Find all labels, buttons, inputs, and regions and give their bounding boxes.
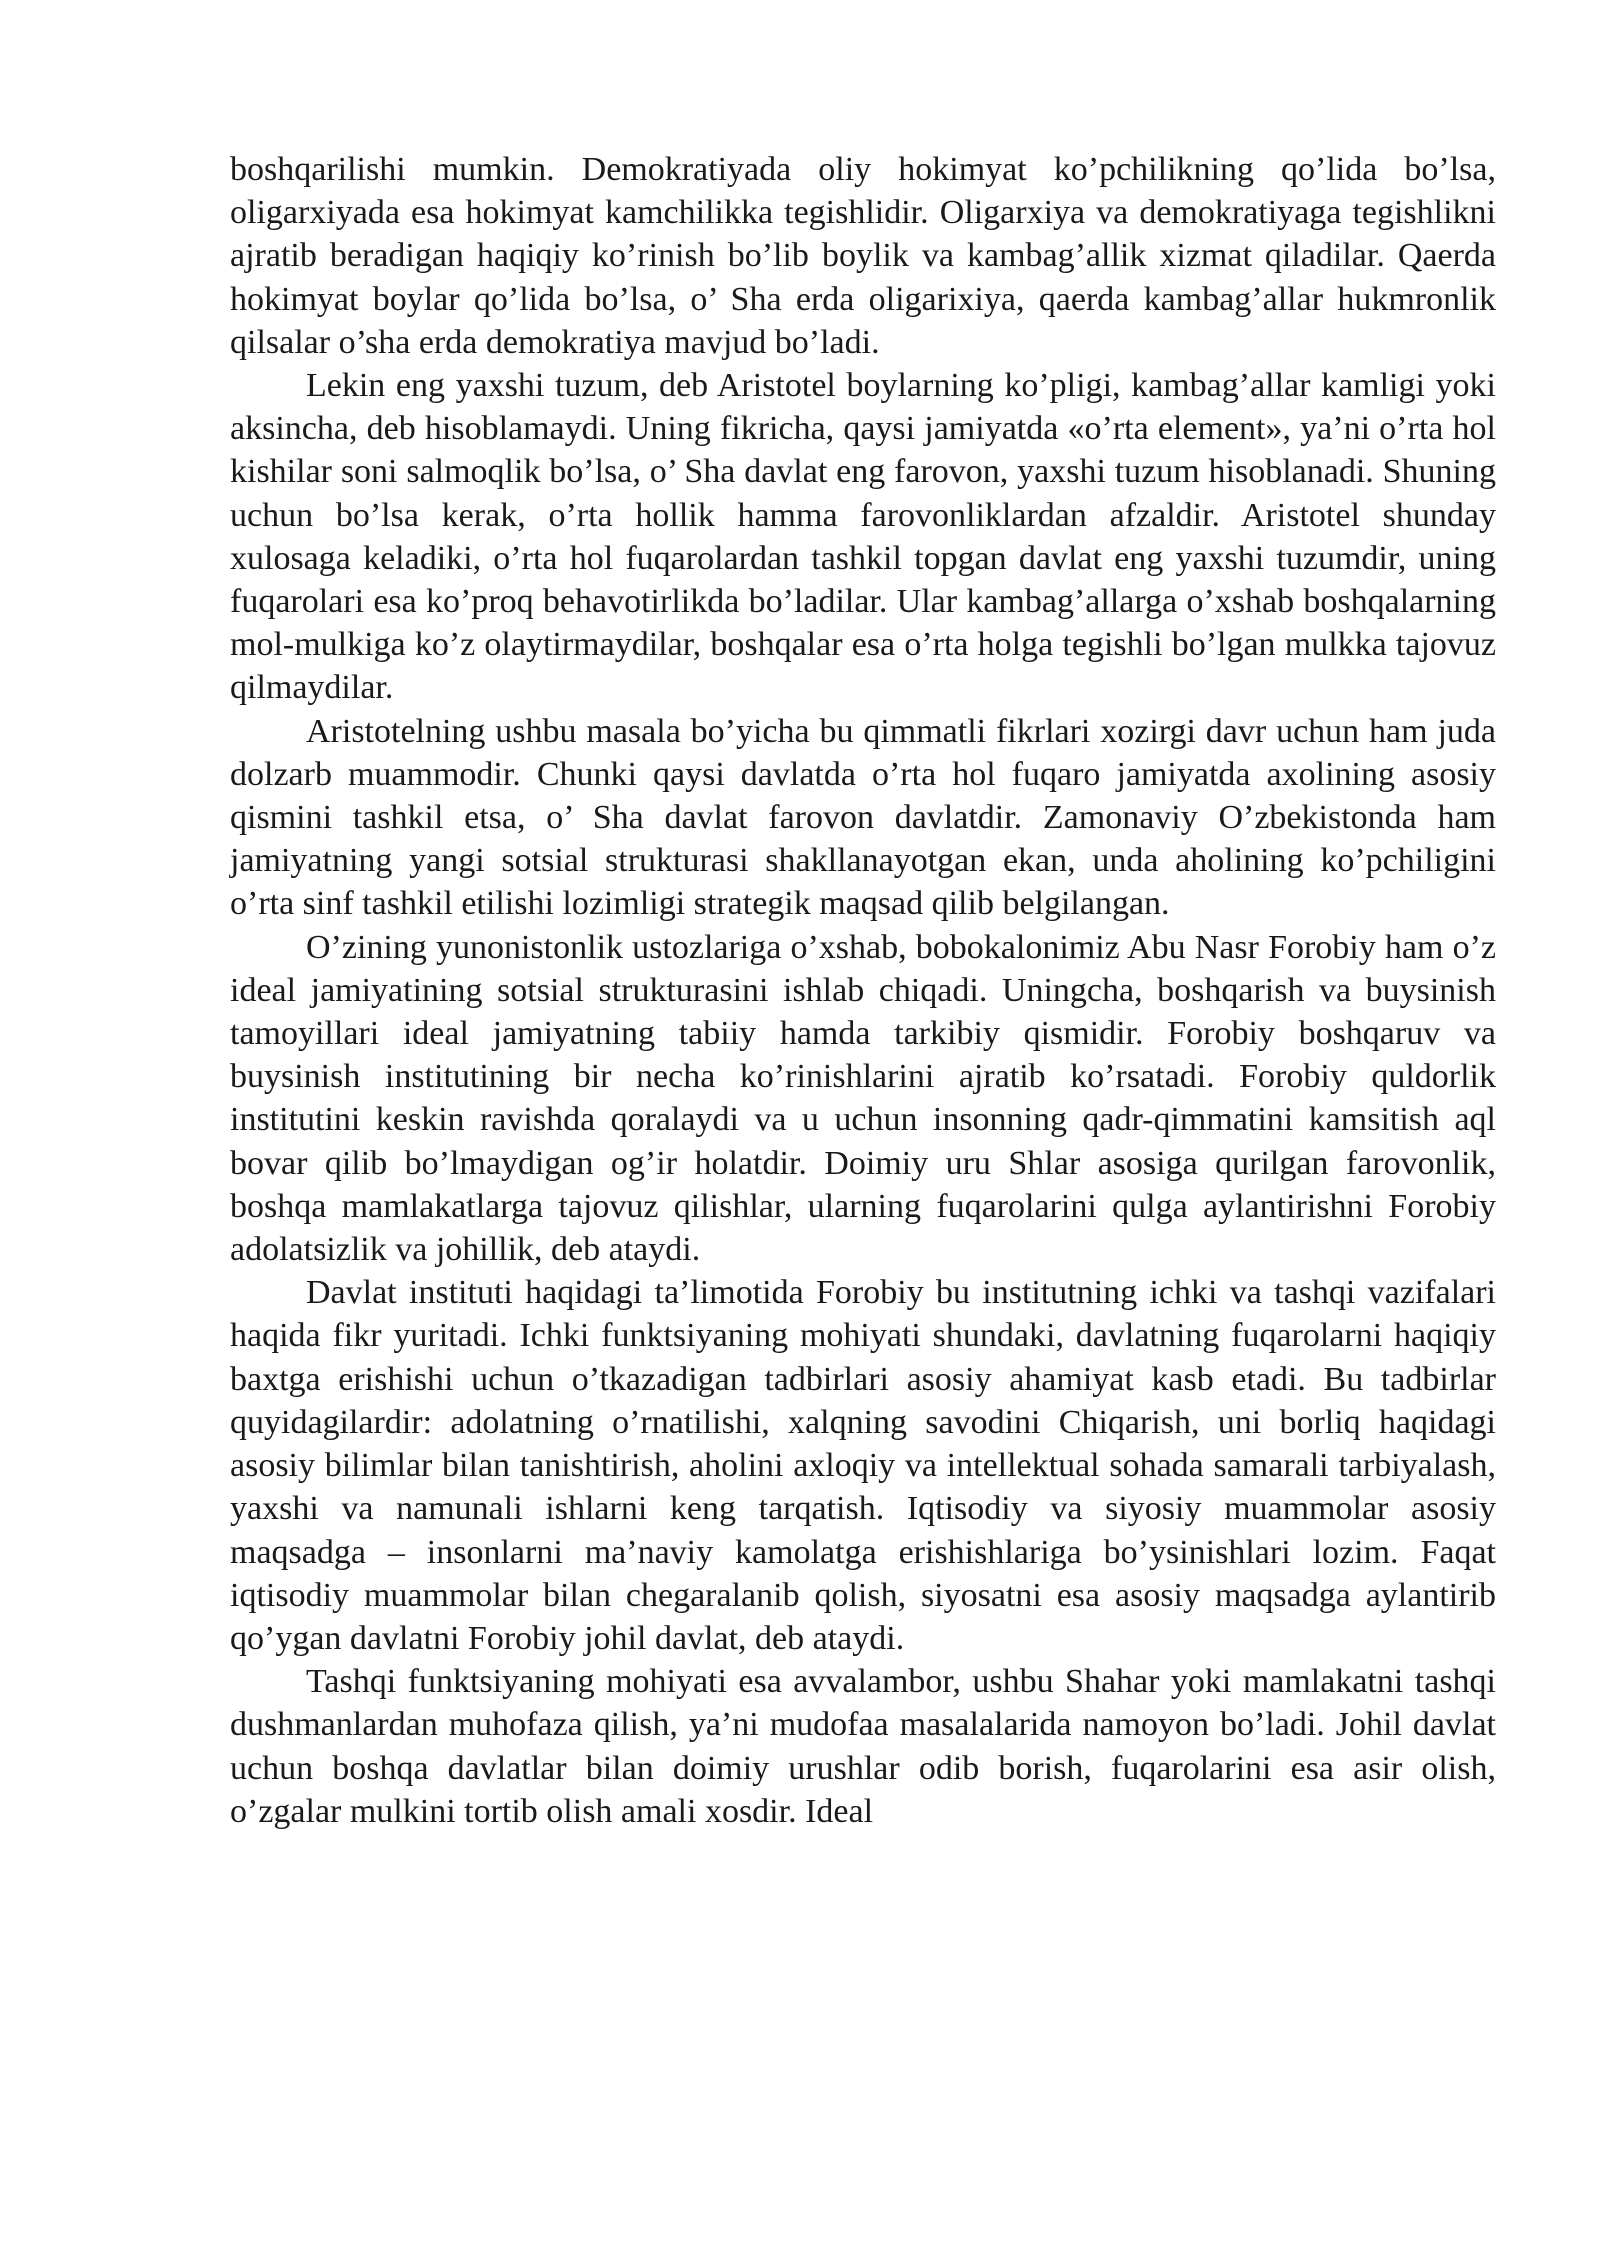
paragraph-2: Lekin eng yaxshi tuzum, deb Aristotel boylarning ko’pligi, kambag’allar kamligi yoki aksincha, deb hisoblamaydi. Uning fikricha, qaysi jamiyatda «o’rta element», ya’ni o’rta hol kishilar soni salmoqlik bo’lsa, o’ Sha davlat eng farovon, yaxshi tuzum hisoblanadi. Shuning uchun bo’lsa kerak, o’rta hollik hamma farovonliklardan afzaldir. Aristotel shunday xulosaga keladiki, o’rta hol fuqarolardan tashkil topgan davlat eng yaxshi tuzumdir, uning fuqarolari esa ko’proq behavotirlikda bo’ladilar. Ular kambag’allarga o’xshab boshqalarning mol-mulkiga ko’z olaytirmaydilar, boshqalar esa o’rta holga tegishli bo’lgan mulkka tajovuz qilmaydilar.	[230, 367, 1496, 707]
paragraph-5: Davlat instituti haqidagi ta’limotida Forobiy bu institutning ichki va tashqi vazifalari haqida fikr yuritadi. Ichki funktsiyaning mohiyati shundaki, davlatning fuqarolarni haqiqiy baxtga erishishi uchun o’tkazadigan tadbirlari asosiy ahamiyat kasb etadi. Bu tadbirlar quyidagilardir: adolatning o’rnatilishi, xalqning savodini Chiqarish, uni borliq haqidagi asosiy bilimlar bilan tanishtirish, aholini axloqiy va intellektual sohada samarali tarbiyalash, yaxshi va namunali ishlarni keng tarqatish. Iqtisodiy va siyosiy muammolar asosiy maqsadga – insonlarni ma’naviy kamolatga erishishlariga bo’ysinishlari lozim. Faqat iqtisodiy muammolar bilan chegaralanib qolish, siyosatni esa asosiy maqsadga aylantirib qo’ygan davlatni Forobiy johil davlat, deb ataydi.	[230, 1274, 1496, 1657]
paragraph-3: Aristotelning ushbu masala bo’yicha bu qimmatli fikrlari xozirgi davr uchun ham juda dolzarb muammodir. Chunki qaysi davlatda o’rta hol fuqaro jamiyatda axolining asosiy qismini tashkil etsa, o’ Sha davlat farovon davlatdir. Zamonaviy O’zbekistonda ham jamiyatning yangi sotsial strukturasi shakllanayotgan ekan, unda aholining ko’pchiligini o’rta sinf tashkil etilishi lozimligi strategik maqsad qilib belgilangan.	[230, 712, 1496, 923]
paragraph-6: Tashqi funktsiyaning mohiyati esa avvalambor, ushbu Shahar yoki mamlakatni tashqi dushmanlardan muhofaza qilish, ya’ni mudofaa masalalarida namoyon bo’ladi. Johil davlat uchun boshqa davlatlar bilan doimiy urushlar odib borish, fuqarolarini esa asir olish, o’zgalar mulkini tortib olish amali xosdir. Ideal	[230, 1663, 1496, 1830]
document-page	[230, 148, 1496, 1833]
paragraph-4: O’zining yunonistonlik ustozlariga o’xshab, bobokalonimiz Abu Nasr Forobiy ham o’z ideal jamiyatining sotsial strukturasini ishlab chiqadi. Uningcha, boshqarish va buysinish tamoyillari ideal jamiyatning tabiiy hamda tarkibiy qismidir. Forobiy boshqaruv va buysinish institutining bir necha ko’rinishlarini ajratib ko’rsatadi. Forobiy quldorlik institutini keskin ravishda qoralaydi va u uchun insonning qadr-qimmatini kamsitish aql bovar qilib bo’lmaydigan og’ir holatdir. Doimiy uru Shlar asosiga qurilgan farovonlik, boshqa mamlakatlarga tajovuz qilishlar, ularning fuqarolarini qulga aylantirishni Forobiy adolatsizlik va johillik, deb ataydi.	[230, 928, 1496, 1269]
paragraph-1: boshqarilishi mumkin. Demokratiyada oliy hokimyat ko’pchilikning qo’lida bo’lsa, oligarxiyada esa hokimyat kamchilikka tegishlidir. Oligarxiya va demokratiyaga tegishlikni ajratib beradigan haqiqiy ko’rinish bo’lib boylik va kambag’allik xizmat qiladilar. Qaerda hokimyat boylar qo’lida bo’lsa, o’ Sha erda oligarixiya, qaerda kambag’allar hukmronlik qilsalar o’sha erda demokratiya mavjud bo’ladi.	[230, 151, 1496, 361]
